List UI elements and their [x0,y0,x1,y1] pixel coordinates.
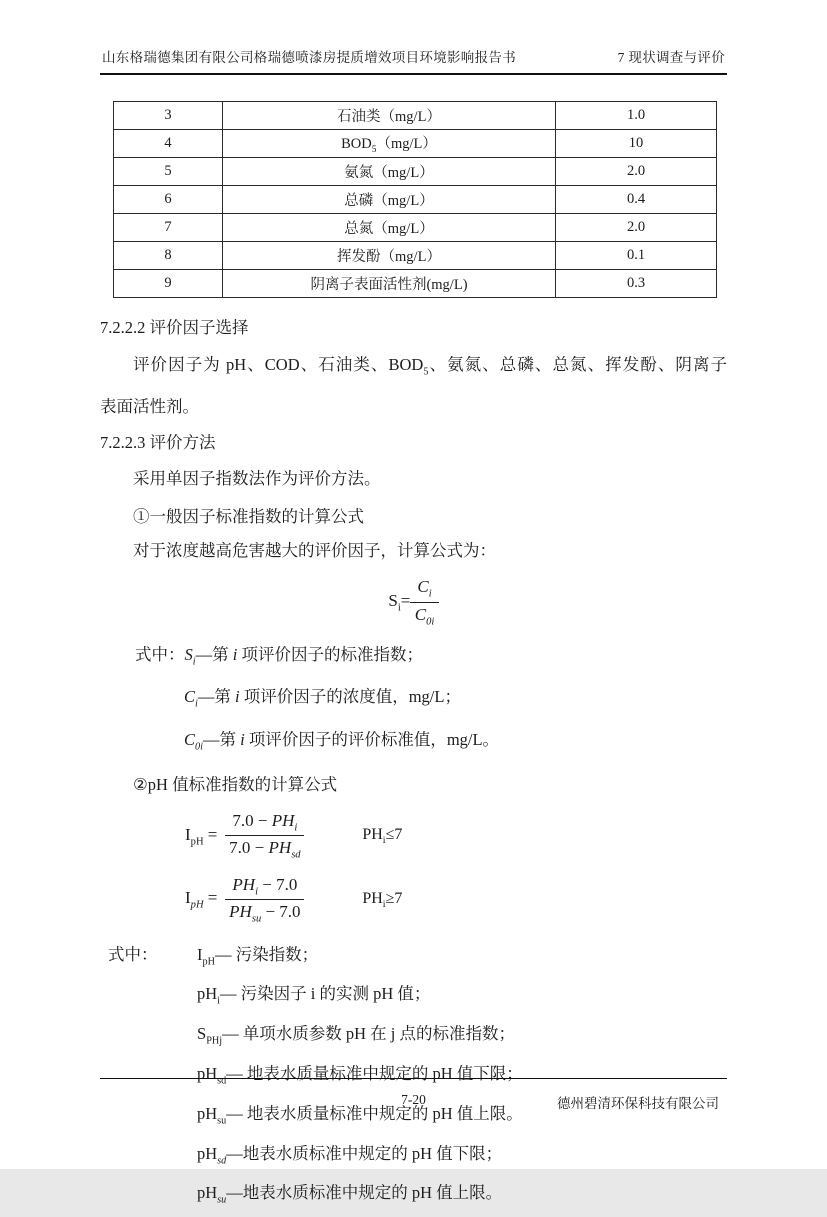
row-item: 石油类（mg/L） [223,102,556,130]
formula-ph-high-fraction [225,875,304,925]
definition-line [135,679,727,721]
table-row [114,130,717,158]
table-row [114,270,717,298]
definition-line: $pH_{sd}—$ 地表水质量标准中规定的 pH 值下限； [197,1063,523,1087]
standards-table-body [114,102,717,298]
definition-line: $pH_i—$ 污染因子 i 的实测 pH 值； [197,984,431,1007]
paragraph-line-2: 表面活性剂。 [100,397,199,417]
row-item: $BOD_5(mg/L)$ [223,130,556,158]
row-item: 阴离子表面活性剂(mg/L) [223,270,556,298]
defs-label: 式中： [108,944,158,964]
row-number: 7 [114,214,223,242]
header-report-title: 山东格瑞德集团有限公司格瑞德喷漆房提质增效项目环境影响报告书 [102,50,516,65]
evaluation-factors-paragraph [100,347,727,424]
formula-ph-high-lhs: $I_{pH}$ = [185,888,218,911]
si-definitions [100,637,727,764]
row-value: 0.1 [556,242,717,270]
definition-text: $S_i—$第 i 项评价因子的标准指数； [184,645,423,668]
definition-line: $S_{PHj}—$ 单项水质参数 pH 在 j 点的标准指数； [197,1024,515,1047]
table-row [114,214,717,242]
footer-company: 德州碧清环保科技有限公司 [557,1096,719,1111]
row-value: 2.0 [556,158,717,186]
row-number: 8 [114,242,223,270]
page-header [100,0,727,73]
formula-si-fraction [410,577,438,627]
row-value: 1.0 [556,102,717,130]
definition-line: $pH_{su}—$地表水质标准中规定的 pH 值上限。 [197,1183,503,1206]
formula-ph-low-condition: $PH_i\le 7$ [362,825,403,846]
section-title-7222: 7.2.2.2 评价因子选择 [100,318,249,337]
table-row [114,242,717,270]
formula-ph-high-denominator: $PH_{su} - 7.0$ [229,902,301,925]
item2-title: ②pH 值标准指数的计算公式 [133,774,338,794]
definition-line [135,722,727,764]
row-item: 氨氮（mg/L） [223,158,556,186]
table-row [114,102,717,130]
item1-title: ①一般因子标准指数的计算公式 [133,507,364,527]
formula-ph-low-lhs: $I_{pH}$ = [185,824,218,848]
formula-ph-low [185,811,727,861]
section-title-7223: 7.2.2.3 评价方法 [100,433,216,453]
method-statement: 采用单因子指数法作为评价方法。 [133,469,381,489]
table-row [114,186,717,214]
definition-text: $C_i—$第 i 项评价因子的浓度值，mg/L； [184,687,461,710]
definition-line: $I_{pH}—$ 污染指数； [197,944,319,967]
formula-si-lhs: $S_i=$ [388,591,411,614]
formula-si-denominator: $C_{0i}$ [414,604,435,628]
paragraph-line-1: 评价因子为 pH、COD、石油类、$BOD_5$、氨氮、总磷、总氮、挥发酚、阴离子 [133,355,728,378]
definition-line: $pH_{su}—$ 地表水质量标准中规定的 pH 值上限。 [197,1103,523,1127]
formula-ph-low-denominator: $7.0 - PH_{sd}$ [229,838,301,861]
row-number: 3 [114,102,223,130]
definition-text: $C_{0i}—$第 i 项评价因子的评价标准值，mg/L。 [184,729,500,752]
header-rule [100,73,727,75]
formula-ph-high [185,875,727,925]
row-value: 0.4 [556,186,717,214]
formula-ph-high-condition: $PH_i\ge 7$ [362,889,403,910]
formula-ph-high-numerator: $PH_i - 7.0$ [225,875,304,900]
page-number: 7-20 [401,1092,426,1107]
table-row [114,158,717,186]
formula-ph-low-numerator: $7.0 - PH_i$ [225,811,304,836]
formula-ph-low-fraction [225,811,304,861]
row-item: 挥发酚（mg/L） [223,242,556,270]
row-number: 4 [114,130,223,158]
row-value: 0.3 [556,270,717,298]
page-footer [100,1078,727,1111]
row-value: 10 [556,130,717,158]
formula-si-numerator: $C_i$ [410,577,438,602]
water-quality-standards-table [113,101,717,298]
row-item: 总磷（mg/L） [223,186,556,214]
row-number: 6 [114,186,223,214]
row-number: 5 [114,158,223,186]
row-value: 2.0 [556,214,717,242]
definition-line: $pH_{sd}—$地表水质标准中规定的 pH 值下限； [197,1143,503,1166]
formula-standard-index [100,577,727,627]
row-number: 9 [114,270,223,298]
item1-intro: 对于浓度越高危害越大的评价因子，计算公式为： [133,541,496,561]
defs-label: 式中： [135,645,185,665]
definition-line [135,637,727,679]
header-chapter-title: 7 现状调查与评价 [617,50,725,65]
row-item: 总氮（mg/L） [223,214,556,242]
